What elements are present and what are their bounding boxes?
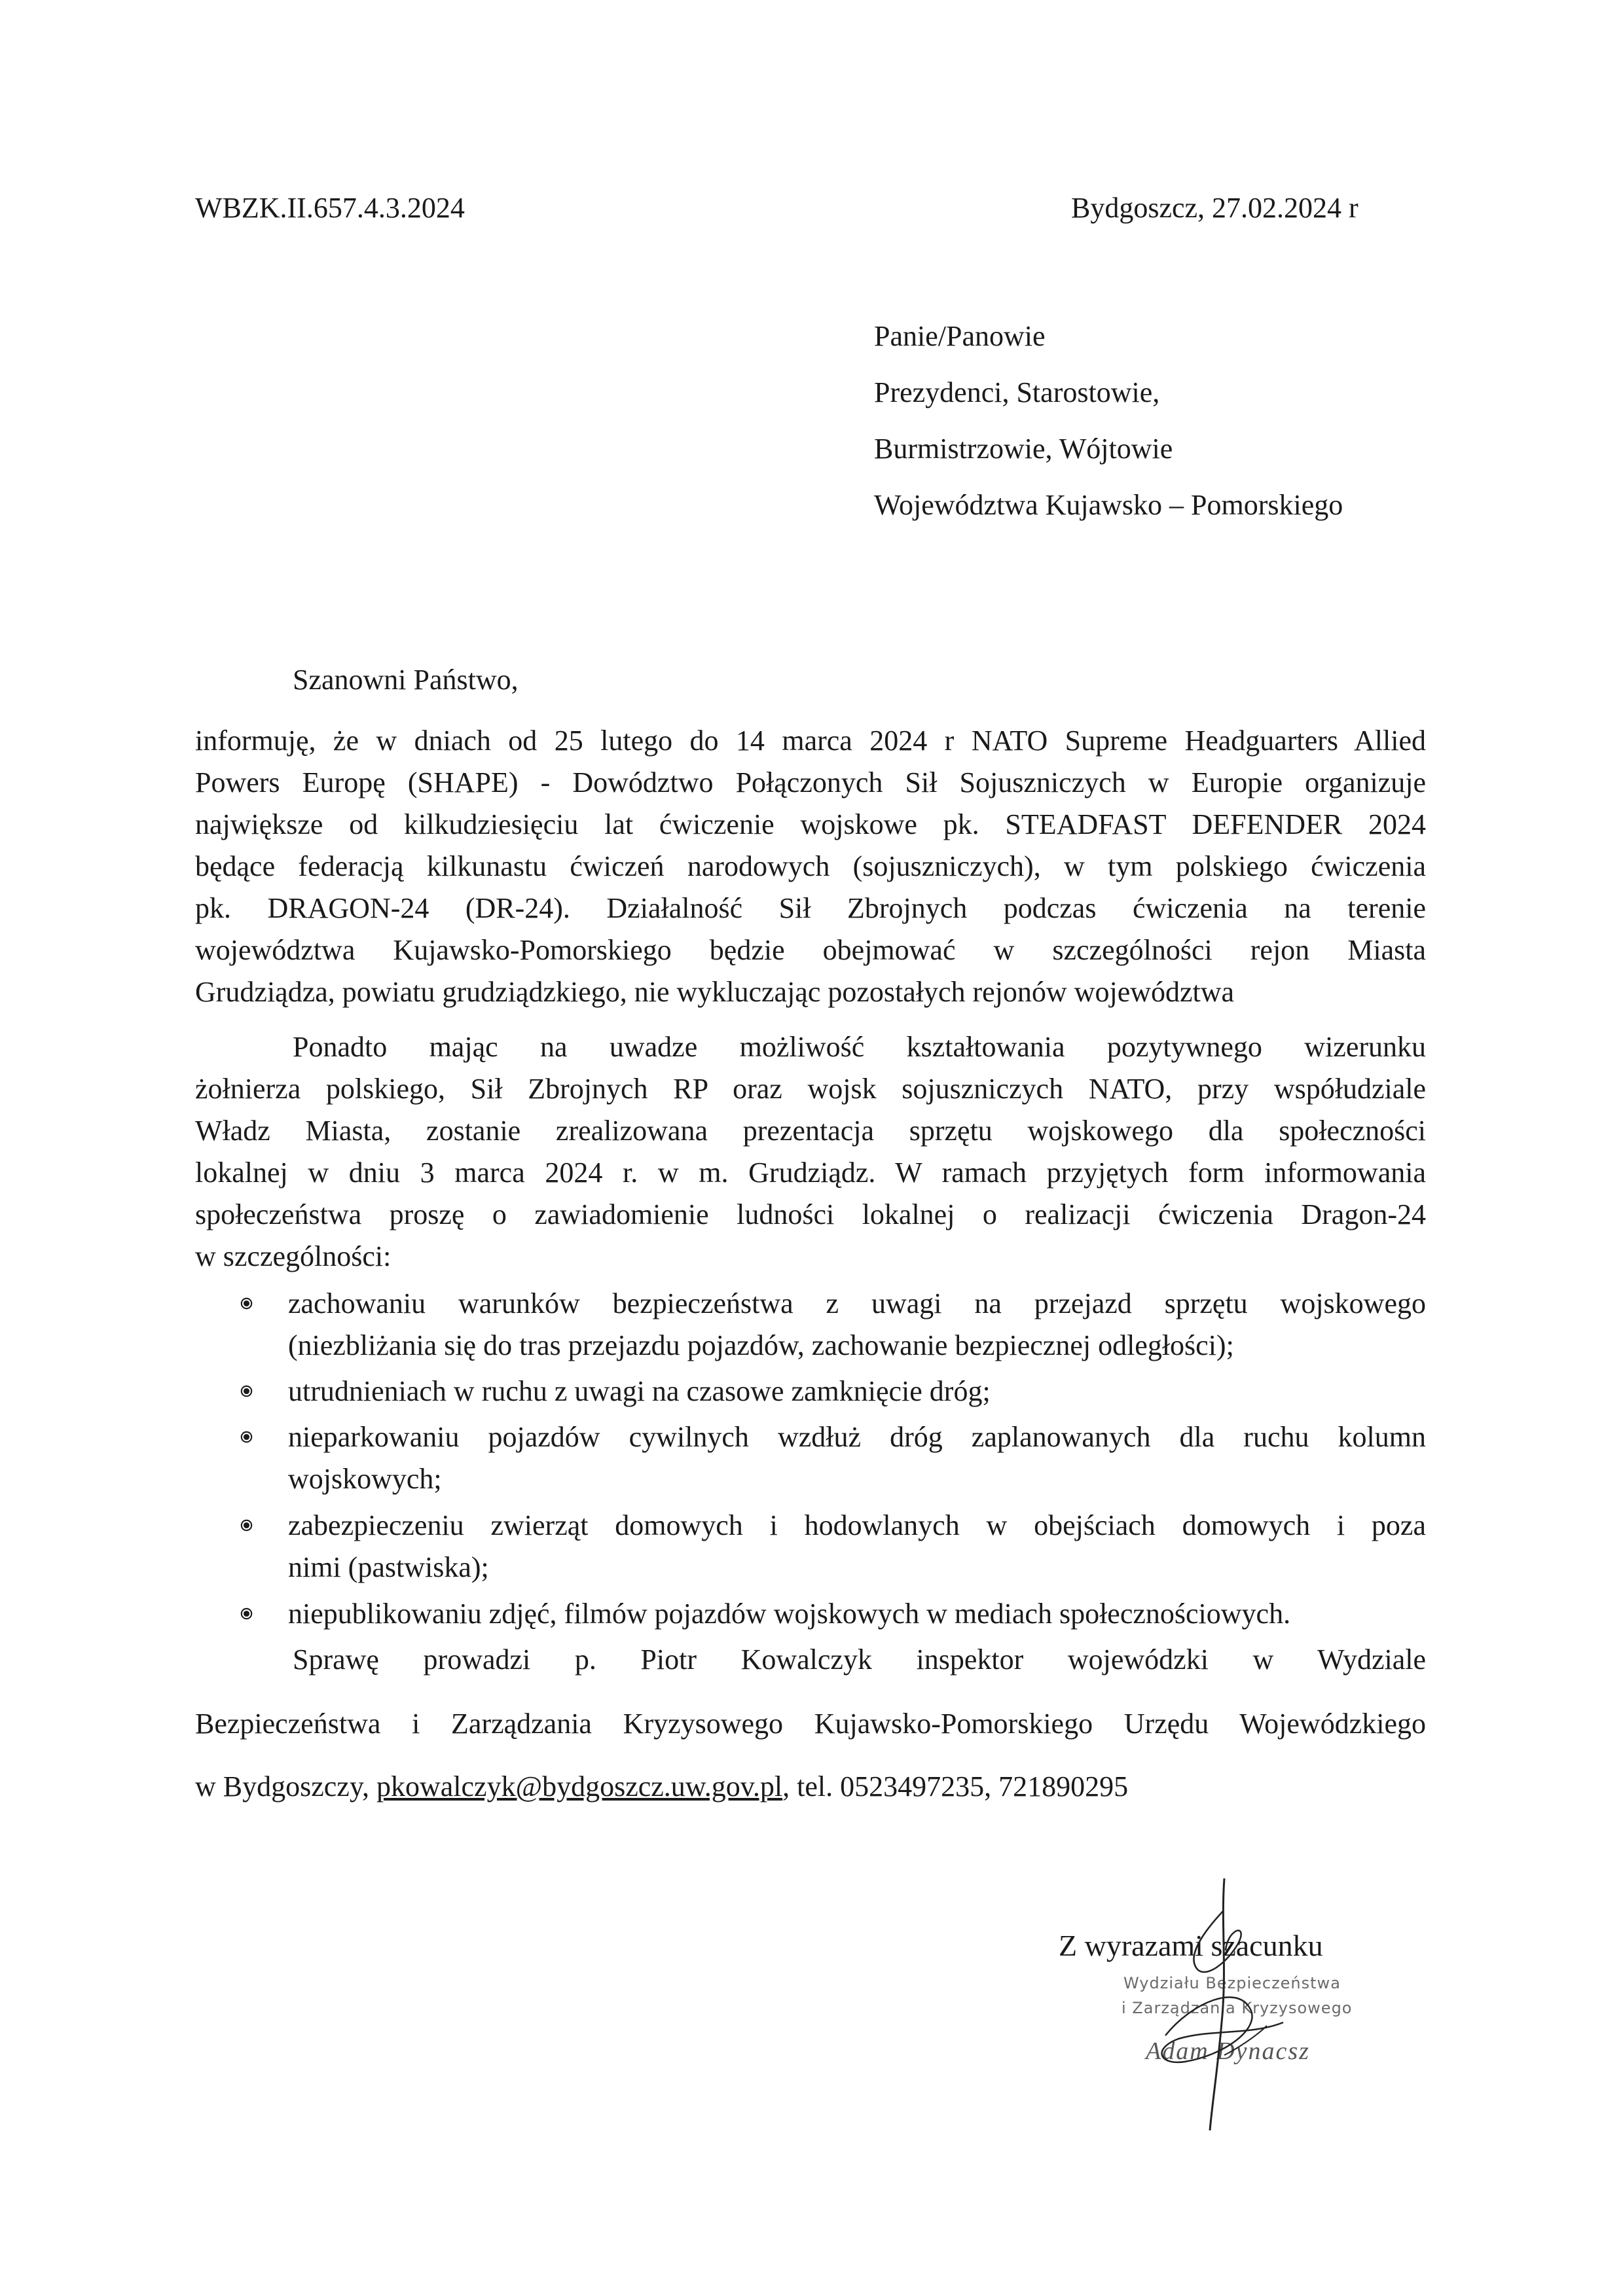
place-and-date: Bydgoszcz, 27.02.2024 r <box>1071 192 1359 224</box>
contact-line <box>195 1772 1128 1801</box>
email-link[interactable]: pkowalczyk@bydgoszcz.uw.gov.pl <box>376 1770 783 1803</box>
body-line: w szczególności: <box>195 1240 392 1272</box>
body-line: informuję, że w dniach od 25 lutego do 14 marca 2024 r NATO Supreme Headguarters Allied <box>195 725 1426 757</box>
stamp-line: Wydziału Bezpieczeństwa <box>1123 1974 1341 1992</box>
addressee-line: Burmistrzowie, Wójtowie <box>874 433 1173 465</box>
list-item-text: nieparkowaniu pojazdów cywilnych wzdłuż dróg zaplanowanych dla ruchu kolumn <box>288 1421 1426 1453</box>
body-line: lokalnej w dniu 3 marca 2024 r. w m. Grudziądz. W ramach przyjętych form informowania <box>195 1157 1426 1189</box>
addressee-line: Prezydenci, Starostowie, <box>874 376 1160 408</box>
body-line: największe od kilkudziesięciu lat ćwiczenie wojskowe pk. STEADFAST DEFENDER 2024 <box>195 808 1426 840</box>
list-item-text: utrudnieniach w ruchu z uwagi na czasowe zamknięcie dróg; <box>288 1375 991 1407</box>
body-line: Władz Miasta, zostanie zrealizowana prezentacja sprzętu wojskowego dla społeczności <box>195 1115 1426 1147</box>
bullet-icon <box>244 1522 249 1528</box>
list-item-text: zabezpieczeniu zwierząt domowych i hodowlanych w obejściach domowych i poza <box>288 1509 1426 1541</box>
handwritten-signature <box>1087 1872 1322 2134</box>
bullet-icon <box>244 1611 249 1617</box>
salutation: Szanowni Państwo, <box>293 664 519 696</box>
addressee-line: Panie/Panowie <box>874 320 1046 352</box>
bullet-icon <box>244 1300 249 1306</box>
list-item-text: zachowaniu warunków bezpieczeństwa z uwagi na przejazd sprzętu wojskowego <box>288 1287 1426 1319</box>
bullet-icon <box>244 1434 249 1440</box>
contact-phone: , tel. 0523497235, 721890295 <box>782 1770 1129 1803</box>
stamp-name: Adam Dynacsz <box>1146 2037 1310 2065</box>
body-line: Ponadto mając na uwadze możliwość kształtowania pozytywnego wizerunku <box>293 1031 1426 1063</box>
list-item-text: wojskowych; <box>288 1463 442 1495</box>
body-line: żołnierza polskiego, Sił Zbrojnych RP oraz wojsk sojuszniczych NATO, przy współudziale <box>195 1073 1426 1105</box>
contact-prefix: w Bydgoszczy, <box>195 1770 369 1803</box>
document-reference-number: WBZK.II.657.4.3.2024 <box>195 192 465 224</box>
body-line: Bezpieczeństwa i Zarządzania Kryzysowego Kujawsko-Pomorskiego Urzędu Wojewódzkiego <box>195 1708 1426 1740</box>
body-line: województwa Kujawsko-Pomorskiego będzie obejmować w szczególności rejon Miasta <box>195 934 1426 966</box>
body-line: Sprawę prowadzi p. Piotr Kowalczyk inspektor wojewódzki w Wydziale <box>293 1643 1426 1676</box>
addressee-line: Województwa Kujawsko – Pomorskiego <box>874 489 1343 521</box>
body-line: Powers Europę (SHAPE) - Dowództwo Połączonych Sił Sojuszniczych w Europie organizuje <box>195 766 1426 798</box>
body-line: pk. DRAGON-24 (DR-24). Działalność Sił Zbrojnych podczas ćwiczenia na terenie <box>195 892 1426 924</box>
closing-phrase: Z wyrazami szacunku <box>1059 1929 1323 1962</box>
list-item-text: niepublikowaniu zdjęć, filmów pojazdów wojskowych w mediach społecznościowych. <box>288 1598 1291 1630</box>
list-item-text: (niezbliżania się do tras przejazdu pojazdów, zachowanie bezpiecznej odległości); <box>288 1329 1234 1361</box>
body-line: społeczeństwa proszę o zawiadomienie ludności lokalnej o realizacji ćwiczenia Dragon-24 <box>195 1198 1426 1230</box>
body-line: Grudziądza, powiatu grudziądzkiego, nie wykluczając pozostałych rejonów województwa <box>195 976 1235 1008</box>
body-line: będące federacją kilkunastu ćwiczeń narodowych (sojuszniczych), w tym polskiego ćwiczenia <box>195 850 1426 882</box>
bullet-icon <box>244 1388 249 1394</box>
stamp-line: i Zarządzania Kryzysowego <box>1122 1999 1353 2017</box>
list-item-text: nimi (pastwiska); <box>288 1551 489 1583</box>
